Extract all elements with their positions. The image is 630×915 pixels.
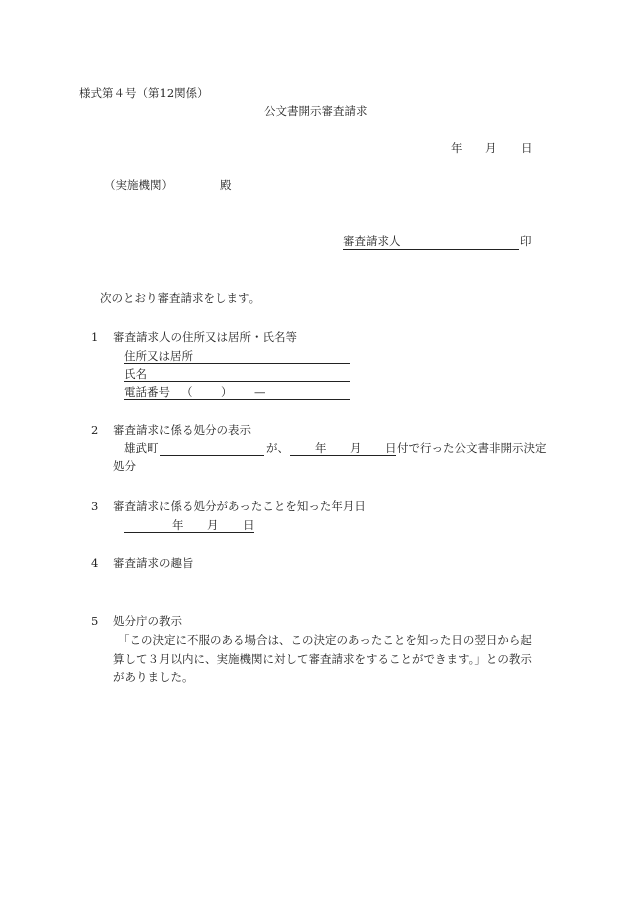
ga-text: が、 [266, 441, 289, 455]
phone-paren-close: ） [221, 385, 233, 399]
form-number: 様式第４号（第12関係） [79, 86, 209, 100]
addressee-org: （実施機関） [104, 178, 173, 192]
requester-label: 審査請求人 [343, 234, 401, 248]
section1-title: 審査請求人の住所又は居所・氏名等 [113, 330, 297, 344]
disposition-description-cont: 処分 [113, 459, 136, 473]
section2-title: 審査請求に係る処分の表示 [113, 423, 251, 437]
name-label: 氏名 [124, 367, 147, 381]
section3-title: 審査請求に係る処分があったことを知った年月日 [113, 499, 366, 513]
seal-mark: 印 [520, 234, 532, 248]
disposition-date-line [290, 455, 396, 456]
known-year-label: 年 [172, 518, 184, 532]
section5-title: 処分庁の教示 [113, 614, 182, 628]
instruction-line-1: 「この決定に不服のある場合は、この決定のあったことを知った日の翌日から起 [118, 633, 532, 647]
disposition-day-label: 日 [385, 441, 397, 455]
disposition-description: 付で行った公文書非開示決定 [397, 441, 547, 455]
phone-label: 電話番号 [124, 385, 170, 399]
intro-text: 次のとおり審査請求をします。 [100, 291, 261, 305]
section4-title: 審査請求の趣旨 [113, 556, 194, 570]
date-month-label: 月 [485, 141, 497, 155]
section1-number: 1 [91, 330, 99, 344]
name-field-line [124, 381, 350, 382]
instruction-line-2: 算して３月以内に、実施機関に対して審査請求をすることができます。」との教示 [113, 652, 532, 666]
date-year-label: 年 [451, 141, 463, 155]
instruction-line-3: がありました。 [113, 670, 194, 684]
disposition-month-label: 月 [350, 441, 362, 455]
disposition-year-label: 年 [315, 441, 327, 455]
requester-signature-line [343, 249, 519, 250]
address-label: 住所又は居所 [124, 349, 193, 363]
known-day-label: 日 [243, 518, 255, 532]
document-title: 公文書開示審査請求 [264, 104, 368, 118]
disposition-issuer-line [160, 455, 264, 456]
section4-number: 4 [91, 556, 99, 570]
address-field-line [124, 363, 350, 364]
date-day-label: 日 [521, 141, 533, 155]
phone-dash: — [254, 385, 266, 399]
known-date-line [124, 532, 254, 533]
addressee-honorific: 殿 [220, 178, 232, 192]
known-month-label: 月 [207, 518, 219, 532]
phone-paren-open: （ [181, 385, 193, 399]
town-name: 雄武町 [124, 441, 159, 455]
section3-number: 3 [91, 499, 99, 513]
section5-number: 5 [91, 614, 99, 628]
section2-number: 2 [91, 423, 99, 437]
phone-field-line [124, 399, 350, 400]
